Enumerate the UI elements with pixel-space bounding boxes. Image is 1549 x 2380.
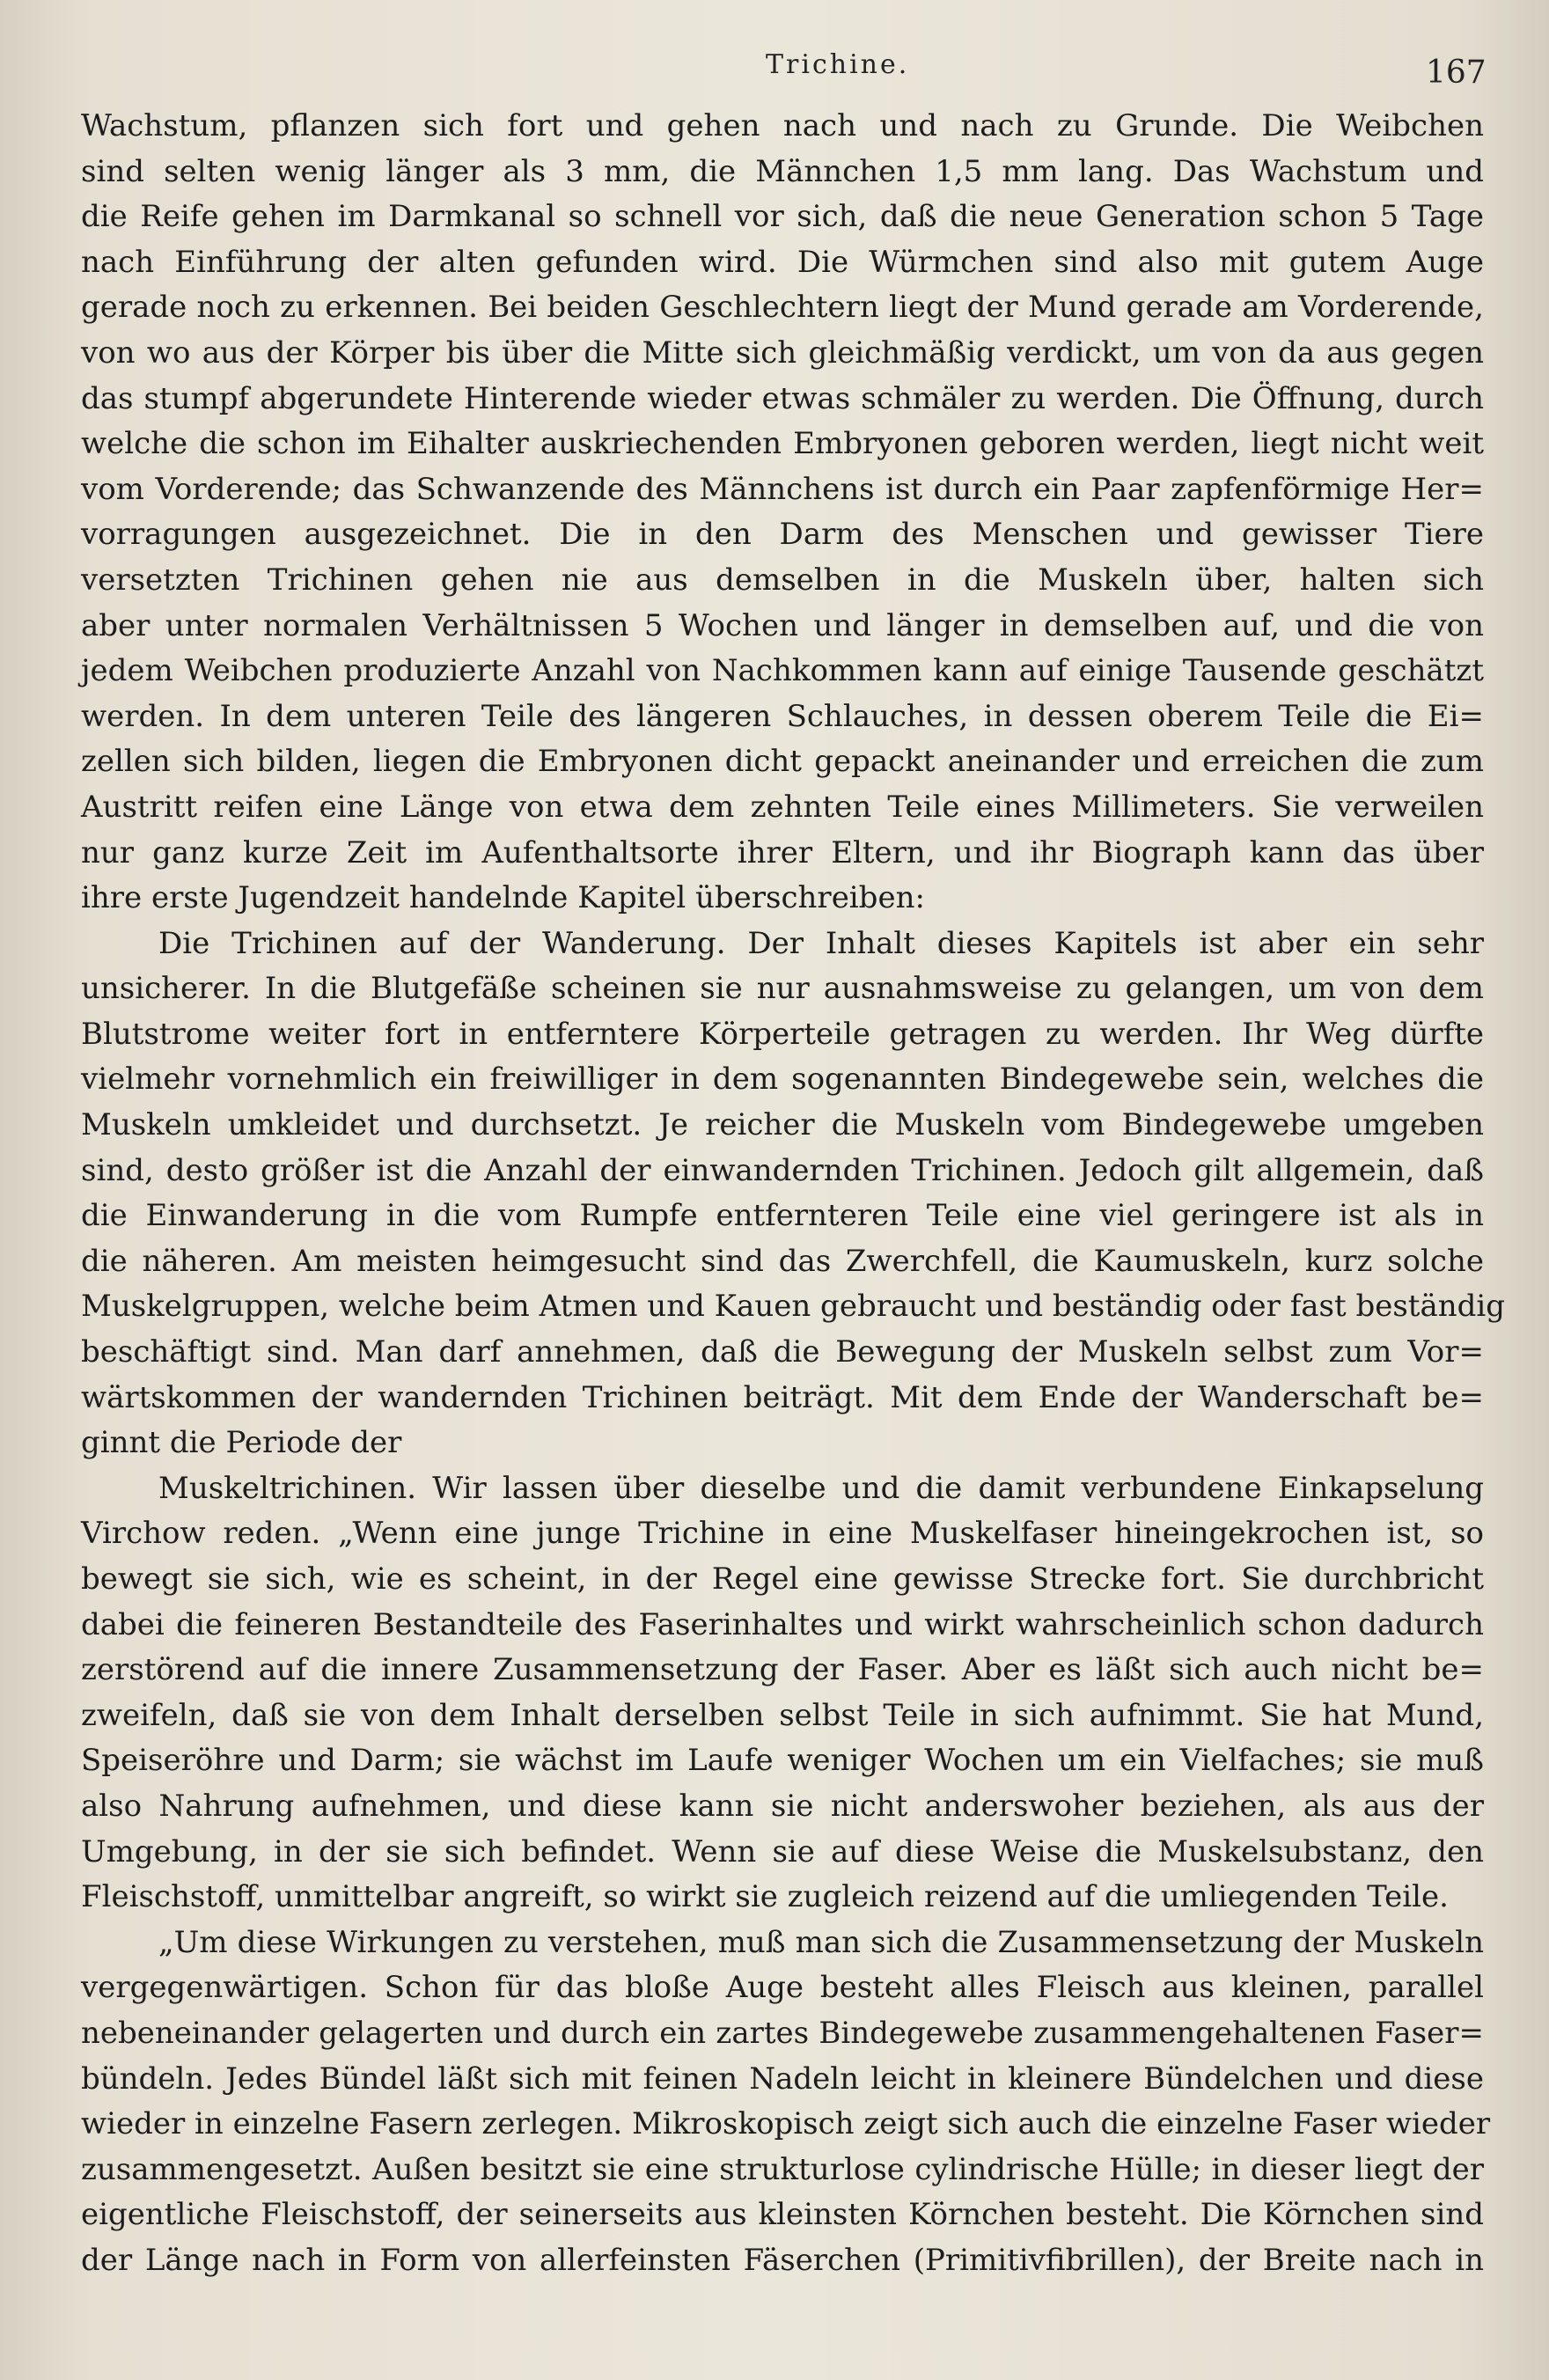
text-line: unsicherer. In die Blutgefäße scheinen sie nur ausnahmsweise zu gelangen, um von dem: [81, 971, 1484, 1007]
text-line: Wachstum, pflanzen sich fort und gehen nach und nach zu Grunde. Die Weibchen: [81, 108, 1484, 143]
text-line: welche die schon im Eihalter auskriechenden Embryonen geboren werden, liegt nicht weit: [81, 426, 1484, 462]
text-line: also Nahrung aufnehmen, und diese kann sie nicht anderswoher beziehen, als aus der: [81, 1788, 1484, 1824]
text-line: Muskelgruppen, welche beim Atmen und Kauen gebraucht und beständig oder fast beständig: [81, 1289, 1506, 1325]
text-line: Muskeltrichinen. Wir lassen über dieselbe und die damit verbundene Einkapselung: [158, 1470, 1484, 1506]
text-line: der Länge nach in Form von allerfeinsten Fäserchen (Primitivfibrillen), der Breite nach in: [81, 2242, 1484, 2278]
text-line: sind, desto größer ist die Anzahl der einwandernden Trichinen. Jedoch gilt allgemein, daß: [81, 1152, 1484, 1188]
text-line: ihre erste Jugendzeit handelnde Kapitel überschreiben:: [81, 880, 925, 916]
text-line: Austritt reifen eine Länge von etwa dem zehnten Teile eines Millimeters. Sie verweilen: [81, 789, 1484, 825]
text-line: nach Einführung der alten gefunden wird. Die Würmchen sind also mit gutem Auge: [81, 244, 1484, 280]
text-line: Virchow reden. „Wenn eine junge Trichine in eine Muskelfaser hineingekrochen ist, so: [81, 1516, 1484, 1552]
text-line: die Reife gehen im Darmkanal so schnell vor sich, daß die neue Generation schon 5 Tage: [81, 199, 1484, 235]
text-line: vielmehr vornehmlich ein freiwilliger in dem sogenannten Bindegewebe sein, welches die: [81, 1061, 1484, 1098]
text-line: zweifeln, daß sie von dem Inhalt derselben selbst Teile in sich aufnimmt. Sie hat Mund,: [81, 1697, 1484, 1733]
text-line: gerade noch zu erkennen. Bei beiden Geschlechtern liegt der Mund gerade am Vorderende,: [81, 290, 1484, 326]
text-line: Die Trichinen auf der Wanderung. Der Inhalt dieses Kapitels ist aber ein sehr: [158, 925, 1484, 961]
text-line: wärtskommen der wandernden Trichinen beiträgt. Mit dem Ende der Wanderschaft be=: [81, 1379, 1484, 1415]
text-line: das stumpf abgerundete Hinterende wieder etwas schmäler zu werden. Die Öffnung, durch: [81, 380, 1484, 416]
text-line: jedem Weibchen produzierte Anzahl von Nachkommen kann auf einige Tausende geschätzt: [81, 653, 1484, 689]
running-head: Trichine.: [766, 49, 910, 80]
text-line: die näheren. Am meisten heimgesucht sind das Zwerchfell, die Kaumuskeln, kurz solche: [81, 1243, 1484, 1279]
text-line: zerstörend auf die innere Zusammensetzung der Faser. Aber es läßt sich auch nicht be=: [81, 1652, 1484, 1688]
text-line: versetzten Trichinen gehen nie aus demselben in die Muskeln über, halten sich: [81, 562, 1484, 598]
text-line: werden. In dem unteren Teile des längeren Schlauches, in dessen oberem Teile die Ei=: [81, 698, 1484, 734]
text-line: zusammengesetzt. Außen besitzt sie eine strukturlose cylindrische Hülle; in dieser liegt der: [81, 2151, 1484, 2187]
text-line: bündeln. Jedes Bündel läßt sich mit feinen Nadeln leicht in kleinere Bündelchen und diese: [81, 2060, 1484, 2097]
text-line: vom Vorderende; das Schwanzende des Männchens ist durch ein Paar zapfenförmige Her=: [81, 471, 1484, 507]
text-line: von wo aus der Körper bis über die Mitte sich gleichmäßig verdickt, um von da aus gegen: [81, 334, 1484, 371]
text-line: aber unter normalen Verhältnissen 5 Wochen und länger in demselben auf, und die von: [81, 607, 1484, 643]
text-line: nur ganz kurze Zeit im Aufenthaltsorte ihrer Eltern, und ihr Biograph kann das über: [81, 834, 1484, 870]
text-line: beschäftigt sind. Man darf annehmen, daß die Bewegung der Muskeln selbst zum Vor=: [81, 1334, 1484, 1370]
text-line: Blutstrome weiter fort in entferntere Körperteile getragen zu werden. Ihr Weg dürfte: [81, 1016, 1484, 1052]
text-line: sind selten wenig länger als 3 mm, die Männchen 1,5 mm lang. Das Wachstum und: [81, 153, 1484, 189]
page-number: 167: [1426, 55, 1487, 91]
text-line: wieder in einzelne Fasern zerlegen. Mikroskopisch zeigt sich auch die einzelne Faser wieder: [81, 2106, 1491, 2142]
page-header: [0, 39, 1549, 92]
text-line: Fleischstoff, unmittelbar angreift, so wirkt sie zugleich reizend auf die umliegenden Teile.: [81, 1879, 1449, 1915]
body-text: [81, 104, 1506, 2284]
text-line: die Einwanderung in die vom Rumpfe entfernteren Teile eine viel geringere ist als in: [81, 1198, 1484, 1234]
text-line: dabei die feineren Bestandteile des Faserinhaltes und wirkt wahrscheinlich schon dadurch: [81, 1606, 1484, 1642]
text-line: Speiseröhre und Darm; sie wächst im Laufe weniger Wochen um ein Vielfaches; sie muß: [81, 1743, 1484, 1779]
text-line: „Um diese Wirkungen zu verstehen, muß man sich die Zusammensetzung der Muskeln: [158, 1924, 1484, 1960]
text-line: eigentliche Fleischstoff, der seinerseits aus kleinsten Körnchen besteht. Die Körnchen sind: [81, 2197, 1484, 2233]
text-line: zellen sich bilden, liegen die Embryonen dicht gepackt aneinander und erreichen die zum: [81, 744, 1484, 780]
text-line: Muskeln umkleidet und durchsetzt. Je reicher die Muskeln vom Bindegewebe umgeben: [81, 1107, 1484, 1143]
text-line: vergegenwärtigen. Schon für das bloße Auge besteht alles Fleisch aus kleinen, parallel: [81, 1970, 1484, 2006]
text-line: ginnt die Periode der: [81, 1425, 402, 1461]
text-line: nebeneinander gelagerten und durch ein zartes Bindegewebe zusammengehaltenen Faser=: [81, 2015, 1484, 2051]
text-line: bewegt sie sich, wie es scheint, in der Regel eine gewisse Strecke fort. Sie durchbricht: [81, 1561, 1484, 1597]
text-line: Umgebung, in der sie sich befindet. Wenn sie auf diese Weise die Muskelsubstanz, den: [81, 1833, 1484, 1869]
text-line: vorragungen ausgezeichnet. Die in den Darm des Menschen und gewisser Tiere: [81, 517, 1484, 553]
